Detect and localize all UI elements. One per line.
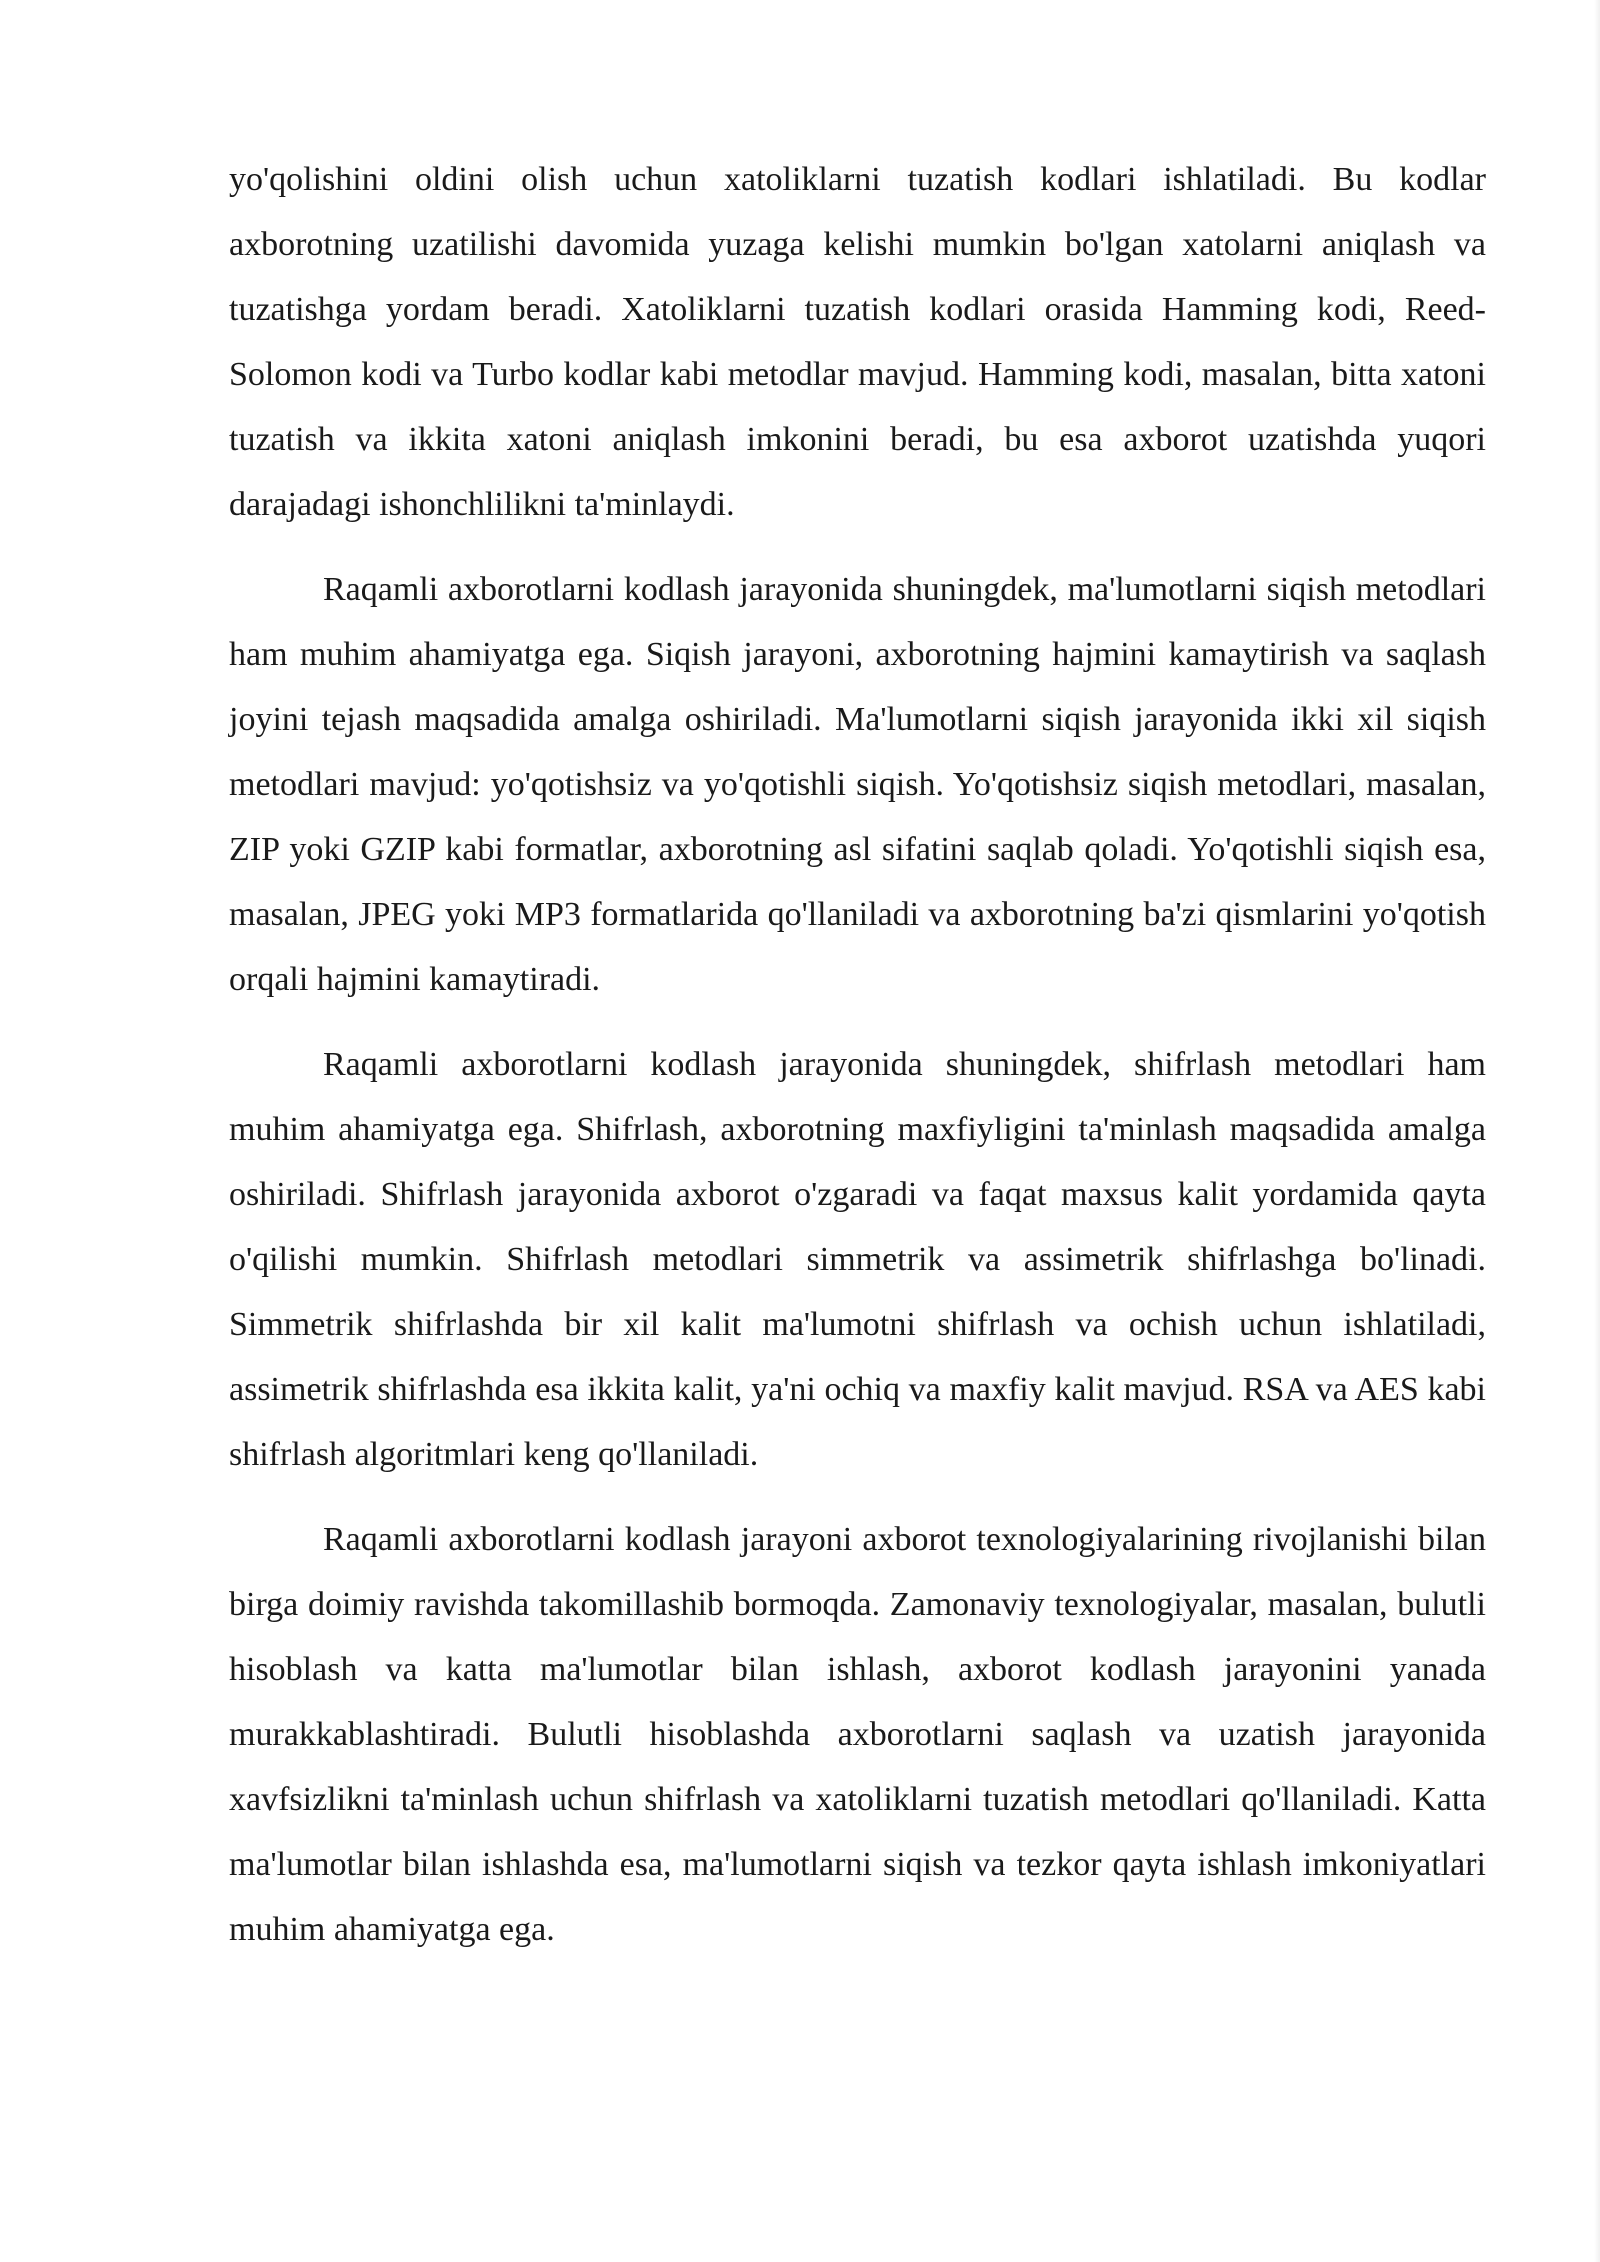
paragraph-error-correction: yo'qolishini oldini olish uchun xatoliklarni tuzatish kodlari ishlatiladi. Bu kodlar axborotning uzatilishi davomida yuzaga kelishi mumkin bo'lgan xatolarni aniqlash va tuzatishga yordam beradi. Xatoliklarni tuzatish kodlari orasida Hamming kodi, Reed-Solomon kodi va Turbo kodlar kabi metodlar mavjud. Hamming kodi, masalan, bitta xatoni tuzatish va ikkita xatoni aniqlash imkonini beradi, bu esa axborot uzatishda yuqori darajadagi ishonchlilikni ta'minlaydi. [229, 161, 1486, 523]
document-body [229, 147, 1486, 1982]
page-edge-shadow [1594, 0, 1600, 2262]
paragraph-encryption: Raqamli axborotlarni kodlash jarayonida shuningdek, shifrlash metodlari ham muhim ahamiyatga ega. Shifrlash, axborotning maxfiyligini ta'minlash maqsadida amalga oshiriladi. Shifrlash jarayonida axborot o'zgaradi va faqat maxsus kalit yordamida qayta o'qilishi mumkin. Shifrlash metodlari simmetrik va assimetrik shifrlashga bo'linadi. Simmetrik shifrlashda bir xil kalit ma'lumotni shifrlash va ochish uchun ishlatiladi, assimetrik shifrlashda esa ikkita kalit, ya'ni ochiq va maxfiy kalit mavjud. RSA va AES kabi shifrlash algoritmlari keng qo'llaniladi. [229, 1046, 1486, 1473]
paragraph-compression: Raqamli axborotlarni kodlash jarayonida shuningdek, ma'lumotlarni siqish metodlari ham muhim ahamiyatga ega. Siqish jarayoni, axborotning hajmini kamaytirish va saqlash joyini tejash maqsadida amalga oshiriladi. Ma'lumotlarni siqish jarayonida ikki xil siqish metodlari mavjud: yo'qotishsiz va yo'qotishli siqish. Yo'qotishsiz siqish metodlari, masalan, ZIP yoki GZIP kabi formatlar, axborotning asl sifatini saqlab qoladi. Yo'qotishli siqish esa, masalan, JPEG yoki MP3 formatlarida qo'llaniladi va axborotning ba'zi qismlarini yo'qotish orqali hajmini kamaytiradi. [229, 571, 1486, 998]
paragraph-modern-technologies: Raqamli axborotlarni kodlash jarayoni axborot texnologiyalarining rivojlanishi bilan birga doimiy ravishda takomillashib bormoqda. Zamonaviy texnologiyalar, masalan, bulutli hisoblash va katta ma'lumotlar bilan ishlash, axborot kodlash jarayonini yanada murakkablashtiradi. Bulutli hisoblashda axborotlarni saqlash va uzatish jarayonida xavfsizlikni ta'minlash uchun shifrlash va xatoliklarni tuzatish metodlari qo'llaniladi. Katta ma'lumotlar bilan ishlashda esa, ma'lumotlarni siqish va tezkor qayta ishlash imkoniyatlari muhim ahamiyatga ega. [229, 1521, 1486, 1948]
